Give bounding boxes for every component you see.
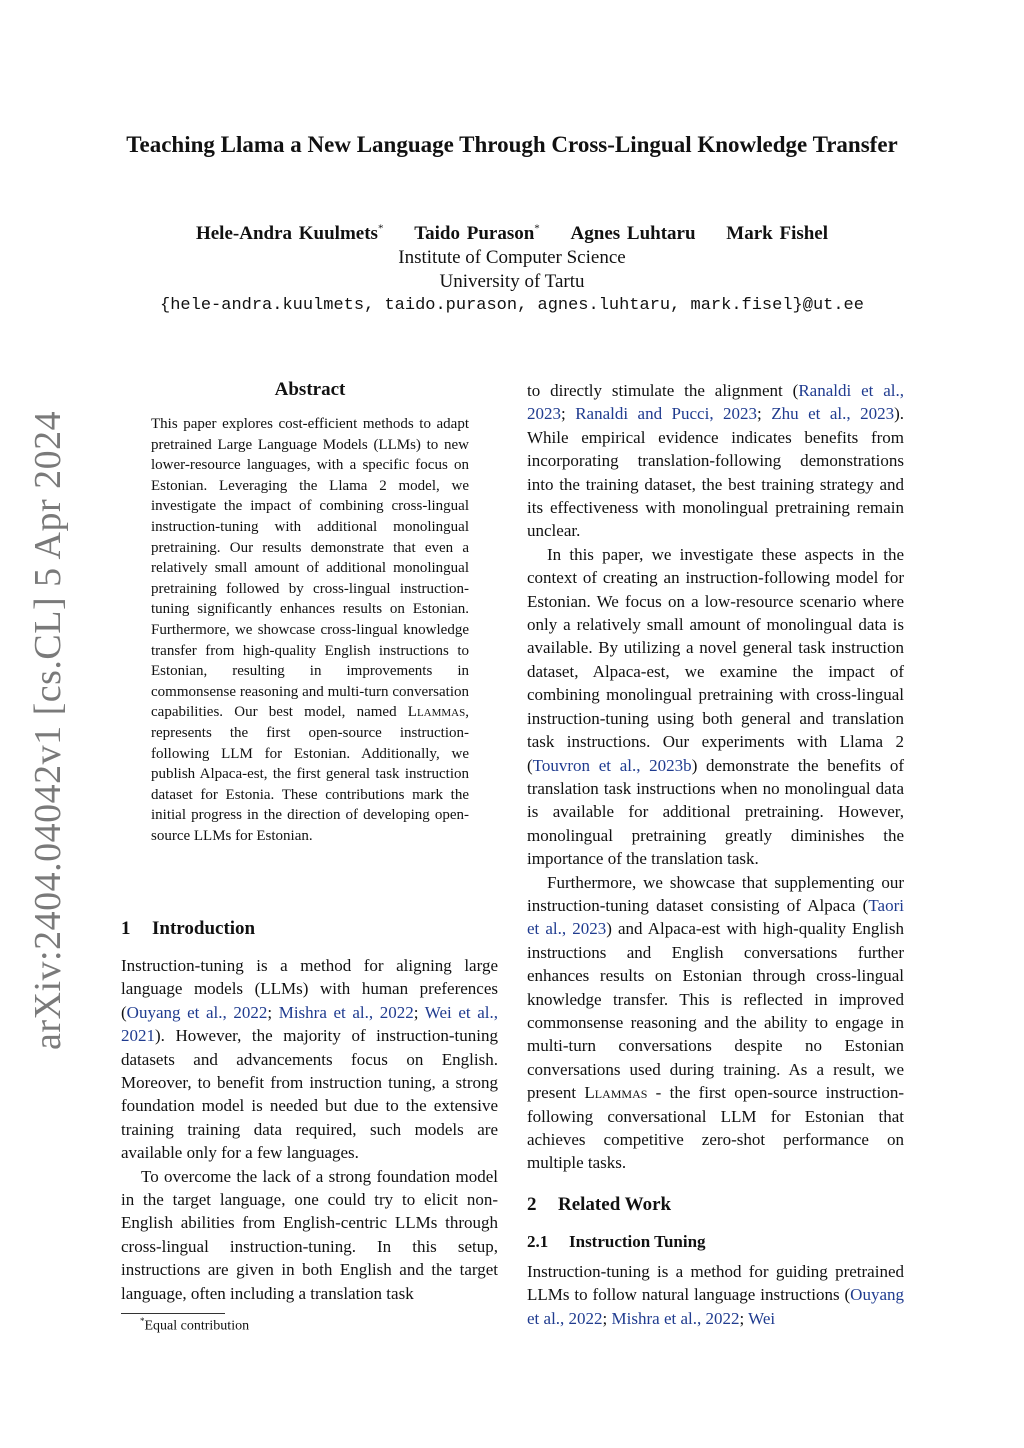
- section-heading: 2 Related Work: [527, 1194, 672, 1215]
- section-related-work: [527, 1194, 904, 1330]
- right-column: [527, 379, 904, 1175]
- intro-paragraph-4: In this paper, we investigate these aspects in the context of creating an instruction-following model for Estonian. We focus on a low-resource scenario where only a relatively small amount of monolingual data is available. By utilizing a novel general task instruction dataset, Alpaca-est, we examine the impact of combining monolingual pretraining with cross-lingual instruction-tuning using both general and translation task instructions. Our experiments with Llama 2 (Touvron et al., 2023b) demonstrate the benefits of translation task instructions when no monolingual data is available for additional pretraining. However, monolingual pretraining greatly diminishes the importance of the translation task.: [527, 544, 904, 869]
- citation-link[interactable]: Wei et al., 2021: [121, 1002, 498, 1046]
- citation-link[interactable]: Taori et al., 2023: [527, 895, 904, 939]
- footnote: *Equal contribution: [140, 1316, 250, 1334]
- paper-title: Teaching Llama a New Language Through Cross-Lingual Knowledge Transfer: [126, 132, 898, 157]
- citation-link[interactable]: Wei: [748, 1308, 776, 1328]
- section-heading: 1 Introduction: [121, 918, 256, 939]
- model-name: Llammas: [407, 704, 466, 721]
- citation-link[interactable]: Ouyang et al., 2022: [126, 1002, 268, 1022]
- citation-link[interactable]: Ranaldi and Pucci, 2023: [575, 404, 758, 424]
- footnote-divider: [121, 1313, 225, 1314]
- arxiv-identifier: arXiv:2404.04042v1 [cs.CL] 5 Apr 2024: [27, 410, 69, 1050]
- author: Hele-Andra Kuulmets*: [195, 222, 384, 244]
- subsection-heading: 2.1 Instruction Tuning: [527, 1232, 706, 1251]
- citation-link[interactable]: Mishra et al., 2022: [278, 1002, 414, 1022]
- citation-link[interactable]: Touvron et al., 2023b: [532, 755, 692, 775]
- intro-paragraph-2: To overcome the lack of a strong foundation model in the target language, one could try to elicit non-English abilities from English-centric LLMs through cross-lingual instruction-tuning. In this setup, instructions are given in both English and the target language, often including a translation task: [121, 1166, 498, 1303]
- affiliation-university: University of Tartu: [439, 271, 585, 292]
- affiliation-institute: Institute of Computer Science: [398, 247, 626, 268]
- citation-link[interactable]: Ranaldi et al., 2023: [527, 381, 904, 424]
- author: Agnes Luhtaru: [570, 223, 696, 244]
- author-emails: {hele-andra.kuulmets, taido.purason, agnes.luhtaru, mark.fisel}@ut.ee: [160, 296, 864, 315]
- intro-paragraph-5: Furthermore, we showcase that supplementing our instruction-tuning dataset consisting of Alpaca (Taori et al., 2023) and Alpaca-est with high-quality English instructions and English conversations further enhances results on Estonian through cross-lingual knowledge transfer. This is reflected in improved commonsense reasoning and the ability to engage in multi-turn conversations despite no Estonian conversations used during training. As a result, we present Llammas - the first open-source instruction-following conversational LLM for Estonian that achieves competitive zero-shot performance on multiple tasks.: [527, 872, 905, 1173]
- author: Mark Fishel: [726, 223, 829, 244]
- section-introduction: [121, 918, 498, 1305]
- abstract-body: This paper explores cost-efficient methods to adapt pretrained Large Language Models (LLMs) to new lower-resource languages, with a specific focus on Estonian. Leveraging the Llama 2 model, we investigate the impact of combining cross-lingual instruction-tuning with additional monolingual pretraining. Our results demonstrate that even a relatively small amount of additional monolingual pretraining followed by cross-lingual instruction-tuning significantly enhances results on Estonian. Furthermore, we showcase cross-lingual knowledge transfer from high-quality English instructions to Estonian, resulting in improvements in commonsense reasoning and multi-turn conversation capabilities. Our best model, named Llammas, represents the first open-source instruction-following LLM for Estonian. Additionally, we publish Alpaca-est, the first general task instruction dataset for Estonia. These contributions mark the initial progress in the direction of developing open-source LLMs for Estonian.: [151, 416, 469, 844]
- abstract-heading: Abstract: [274, 379, 346, 400]
- citation-link[interactable]: Zhu et al., 2023: [771, 404, 895, 424]
- author-list: [100, 222, 924, 246]
- related-paragraph-1: Instruction-tuning is a method for guiding pretrained LLMs to follow natural language instructions (Ouyang et al., 2022; Mishra et al., 2022; Wei: [527, 1262, 904, 1328]
- intro-paragraph-3: to directly stimulate the alignment (Ranaldi et al., 2023; Ranaldi and Pucci, 2023; Zhu et al., 2023). While empirical evidence indicates benefits from incorporating translation-following demonstrations into the training dataset, the best training strategy and its effectiveness with monolingual pretraining remain unclear.: [527, 381, 904, 541]
- author: Taido Purason*: [414, 222, 540, 244]
- citation-link[interactable]: Mishra et al., 2022: [611, 1308, 740, 1328]
- intro-paragraph-1: Instruction-tuning is a method for aligning large language models (LLMs) with human preferences (Ouyang et al., 2022; Mishra et al., 2022; Wei et al., 2021). However, the majority of instruction-tuning datasets and advancements focus on English. Moreover, to benefit from instruction tuning, a strong foundation model is needed but due to the extensive training training data required, such models are available only for a few languages.: [121, 956, 498, 1163]
- citation-link[interactable]: Ouyang et al., 2022: [527, 1285, 904, 1328]
- model-name: Llammas: [584, 1083, 648, 1103]
